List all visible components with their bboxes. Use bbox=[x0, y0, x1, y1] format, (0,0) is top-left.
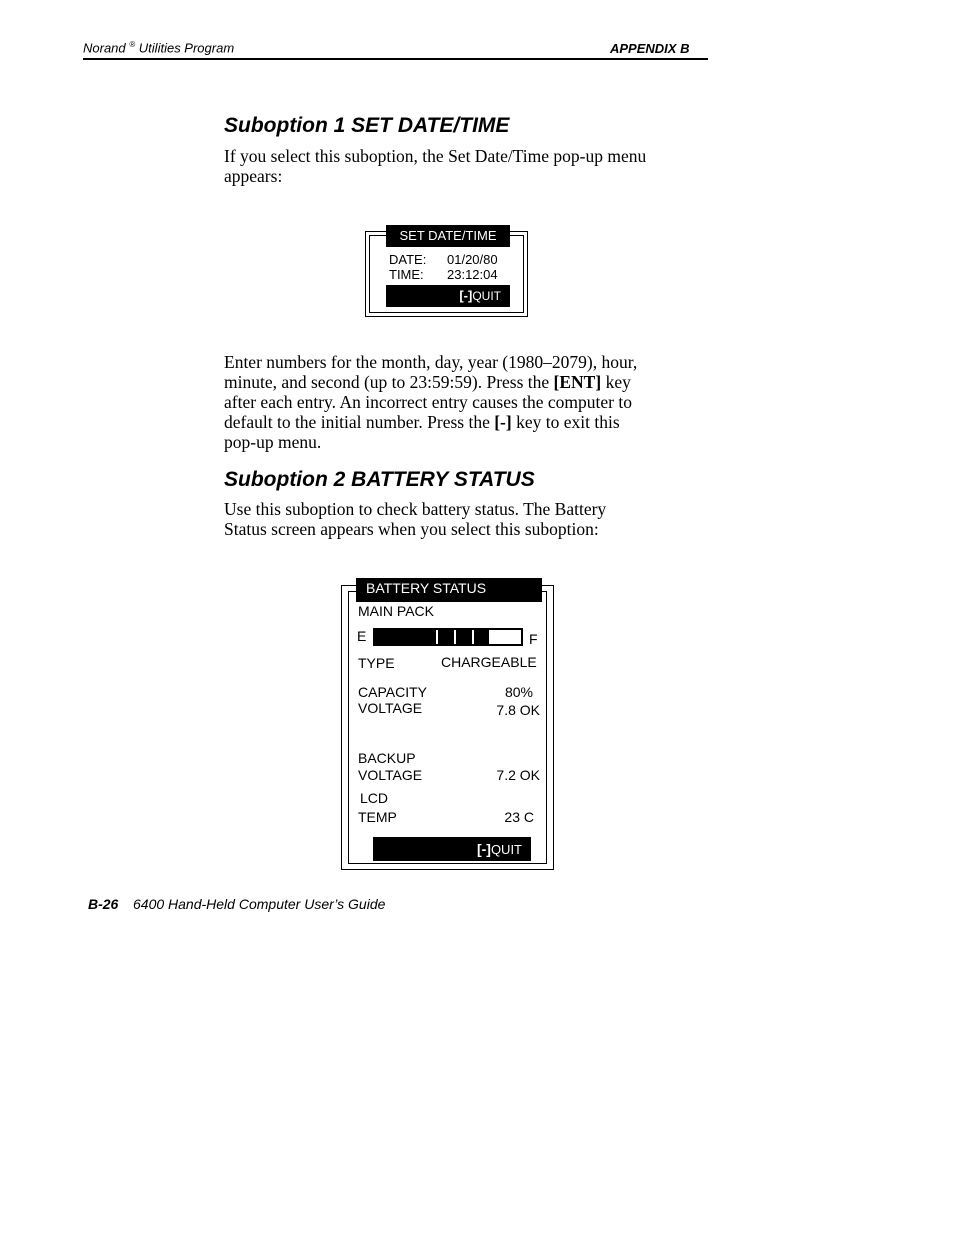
body-line: Enter numbers for the month, day, year (1980–2079), hour, bbox=[224, 352, 638, 372]
gauge-segment-divider bbox=[454, 630, 456, 644]
type-label: TYPE bbox=[358, 655, 395, 671]
section2-intro bbox=[224, 499, 714, 539]
body-line: minute, and second (up to 23:59:59). Press the [ENT] key bbox=[224, 372, 631, 392]
section1-body bbox=[224, 352, 714, 452]
gauge-empty-label: E bbox=[357, 628, 367, 644]
voltage-label: VOLTAGE bbox=[358, 700, 423, 716]
main-pack-label: MAIN PACK bbox=[358, 603, 434, 619]
quit-label: QUIT bbox=[472, 289, 501, 303]
brand-name: Norand bbox=[83, 40, 126, 56]
guide-title: 6400 Hand-Held Computer User’s Guide bbox=[133, 896, 386, 912]
section1-heading: Suboption 1 SET DATE/TIME bbox=[224, 114, 510, 137]
gauge-segment-divider bbox=[436, 630, 438, 644]
lcd-label: LCD bbox=[360, 790, 389, 806]
section1-intro bbox=[224, 146, 714, 186]
program-name: Utilities Program bbox=[138, 40, 235, 56]
ent-key: [ENT] bbox=[553, 372, 602, 392]
body-line: after each entry. An incorrect entry causes the computer to bbox=[224, 392, 632, 412]
time-field[interactable]: 23:12:04 bbox=[447, 267, 498, 282]
temp-label: TEMP bbox=[358, 809, 397, 825]
backup-voltage-value: 7.2 OK bbox=[496, 767, 540, 783]
popup-title: SET DATE/TIME bbox=[386, 225, 510, 247]
running-header-title bbox=[83, 40, 234, 55]
backup-label: BACKUP bbox=[358, 750, 416, 766]
page-number: B-26 bbox=[88, 896, 119, 912]
header-rule bbox=[83, 58, 708, 60]
intro-line: appears: bbox=[224, 166, 283, 186]
quit-key: [-] bbox=[476, 841, 491, 857]
intro-line: Status screen appears when you select this suboption: bbox=[224, 519, 599, 539]
appendix-label: APPENDIX B bbox=[610, 41, 690, 56]
registered-mark: ® bbox=[129, 40, 136, 49]
time-label: TIME: bbox=[389, 267, 424, 282]
quit-key: [-] bbox=[459, 288, 473, 303]
body-line: pop-up menu. bbox=[224, 432, 322, 452]
date-label: DATE: bbox=[389, 252, 427, 267]
capacity-value: 80% bbox=[504, 684, 533, 700]
screen-title: BATTERY STATUS bbox=[356, 578, 542, 602]
minus-key: [-] bbox=[494, 412, 512, 432]
body-line: default to the initial number. Press the [-] key to exit this bbox=[224, 412, 620, 432]
quit-label: QUIT bbox=[490, 842, 522, 857]
gauge-full-label: F bbox=[529, 631, 538, 647]
intro-line: If you select this suboption, the Set Date/Time pop-up menu bbox=[224, 146, 647, 166]
section2-heading: Suboption 2 BATTERY STATUS bbox=[224, 468, 535, 491]
type-value: CHARGEABLE bbox=[441, 654, 537, 670]
quit-button[interactable] bbox=[386, 285, 510, 307]
intro-line: Use this suboption to check battery status. The Battery bbox=[224, 499, 607, 519]
temp-value: 23 C bbox=[504, 809, 534, 825]
battery-gauge bbox=[373, 628, 523, 646]
quit-button[interactable] bbox=[373, 837, 531, 861]
capacity-label: CAPACITY bbox=[358, 684, 427, 700]
date-field[interactable]: 01/20/80 bbox=[447, 252, 498, 267]
gauge-segment-divider bbox=[472, 630, 474, 644]
backup-voltage-label: VOLTAGE bbox=[358, 767, 423, 783]
voltage-value: 7.8 OK bbox=[496, 702, 540, 718]
